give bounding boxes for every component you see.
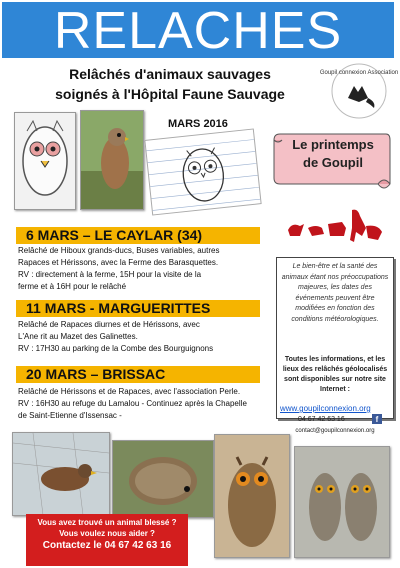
event-3-line-1: Relâché de Hérissons et de Rapaces, avec l'association Perle. (18, 387, 241, 396)
subtitle-line-2: soignés à l'Hôpital Faune Sauvage (55, 86, 285, 102)
event-2-line-3: RV : 17H30 au parking de la Combe des Bourguignons (18, 344, 214, 353)
event-2-line-1: Relâché de Rapaces diurnes et de Hérissons, avec (18, 320, 200, 329)
event-1-line-3: RV : directement à la ferme, 15H pour la visite de la (18, 270, 202, 279)
event-3-line-3: de Saint-Etienne d'Issensac - (18, 411, 122, 420)
event-1-line-4: ferme et à 16H pour le relâché (18, 282, 127, 291)
owls-photo (294, 446, 390, 558)
info-email[interactable]: contact@goupilconnexion.org (295, 428, 375, 434)
cta-questions (26, 517, 188, 539)
cta-line-1: Vous avez trouvé un animal blessé ? (37, 518, 177, 527)
banner-text (272, 136, 394, 172)
event-body-2 (18, 319, 276, 355)
owl-sketch-image (14, 112, 76, 210)
event-body-1 (18, 245, 276, 293)
fox-logo-icon (319, 62, 399, 120)
event-1-line-1: Relâché de Hiboux grands-ducs, Buses variables, autres (18, 246, 220, 255)
banner-line-1: Le printemps (292, 137, 374, 152)
event-heading-1: 6 MARS – LE CAYLAR (34) (16, 227, 260, 244)
cta-phone[interactable]: Contactez le 04 67 42 63 16 (42, 540, 172, 551)
owl-drawing-image (144, 128, 261, 215)
subtitle (20, 64, 320, 104)
hedgehog-photo (112, 440, 214, 518)
event-3-line-2: RV : 16H30 au refuge du Lamalou - Continuez après la Chapelle (18, 399, 247, 408)
cta-line-2: Vous voulez nous aider ? (59, 529, 155, 538)
subtitle-line-1: Relâchés d'animaux sauvages (69, 66, 271, 82)
info-phone: 04 67 42 63 16 (298, 416, 345, 423)
eagle-owl-photo (214, 434, 290, 558)
animal-silhouettes-icon (282, 206, 388, 248)
event-heading-3: 20 MARS – BRISSAC (16, 366, 260, 383)
info-notice: Le bien-être et la santé des animaux étant nos préoccupations majeures, les dates des événements peuvent être modifiées en fonction des conditions météorologiques. (281, 263, 389, 323)
logo-text: Goupil connexion Association (319, 70, 399, 76)
date-label: MARS 2016 (168, 118, 228, 130)
info-website-text: Toutes les informations, et les lieux des relâchés géolocalisés sont disponibles sur notre site Internet : (282, 356, 388, 393)
raptor-photo (12, 432, 110, 516)
website-link[interactable]: www.goupilconnexion.org (280, 404, 371, 413)
banner-line-2: de Goupil (303, 155, 363, 170)
kestrel-photo (80, 110, 144, 210)
page-title: RELACHES (53, 2, 343, 60)
event-body-3 (18, 386, 276, 422)
event-2-line-2: L'Ane rit au Mazet des Galinettes. (18, 332, 138, 341)
header-bar (2, 2, 394, 58)
event-1-line-2: Rapaces et Hérissons, avec la Ferme des Barasquettes. (18, 258, 219, 267)
facebook-icon[interactable]: f (372, 414, 382, 424)
event-heading-2: 11 MARS - MARGUERITTES (16, 300, 260, 317)
